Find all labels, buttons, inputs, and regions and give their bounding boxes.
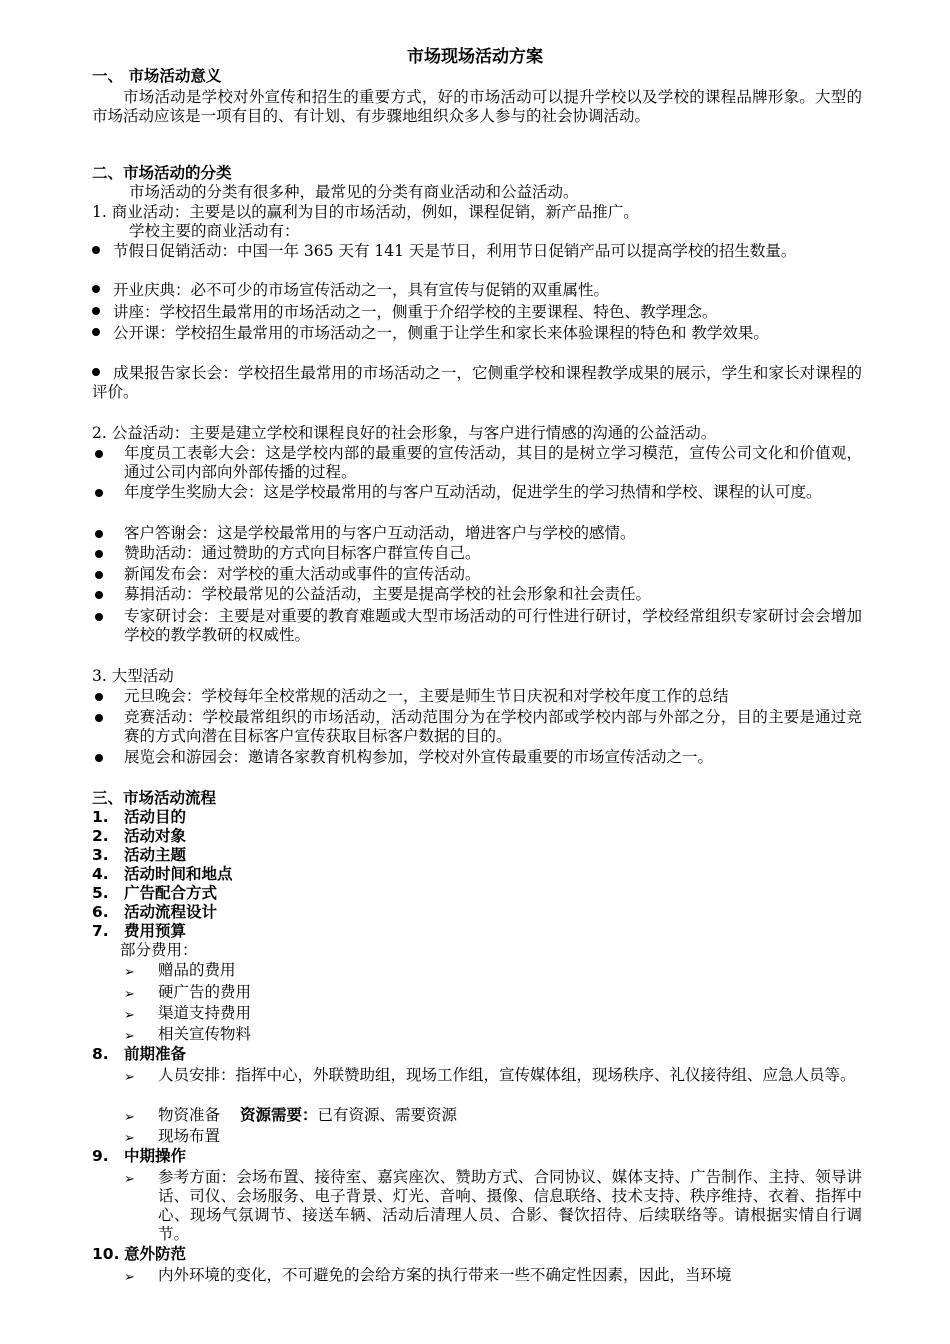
category-subheading: 学校主要的商业活动有：: [129, 222, 300, 240]
process-step: 5. 广告配合方式: [92, 884, 218, 902]
arrow-bullet-icon: ➢: [124, 965, 135, 980]
list-item: 物资准备 资源需要：已有资源、需要资源: [158, 1106, 458, 1124]
arrow-bullet-icon: ➢: [124, 1131, 135, 1146]
category-heading-3: 3. 大型活动: [92, 667, 174, 685]
list-item: 募捐活动：学校最常见的公益活动，主要是提高学校的社会形象和社会责任。: [124, 585, 652, 603]
bullet-icon: [92, 368, 100, 376]
list-item: 专家研讨会：主要是对重要的教育难题或大型市场活动的可行性进行研讨，学校经常组织专家研讨会会增加学校的教学教研的权威性。: [124, 607, 862, 644]
paragraph: 市场活动是学校对外宣传和招生的重要方式，好的市场活动可以提升学校以及学校的课程品牌形象。大型的市场活动应该是一项有目的、有计划、有步骤地组织众多人参与的社会协调活动。: [92, 88, 862, 125]
bullet-icon: [95, 571, 103, 579]
bullet-icon: [95, 754, 103, 762]
bullet-icon: [92, 307, 100, 315]
process-step: 10. 意外防范: [92, 1245, 187, 1263]
list-item: 内外环境的变化，不可避免的会给方案的执行带来一些不确定性因素，因此，当环境: [158, 1266, 732, 1284]
list-item: 年度员工表彰大会：这是学校内部的最重要的宣传活动，其目的是树立学习模范，宣传公司文化和价值观，通过公司内部向外部传播的过程。: [124, 444, 862, 481]
bullet-icon: [92, 246, 100, 254]
bullet-icon: [95, 489, 103, 497]
category-heading-2: 2. 公益活动：主要是建立学校和课程良好的社会形象，与客户进行情感的沟通的公益活动。: [92, 424, 717, 442]
list-item: 参考方面：会场布置、接待室、嘉宾座次、赞助方式、合同协议、媒体支持、广告制作、主持、领导讲话、司仪、会场服务、电子背景、灯光、音响、摄像、信息联络、技术支持、秩序维持、衣着、指挥中心、现场气氛调节、接送车辆、活动后清理人员、合影、餐饮招待、后续联络等。请根据实情自行调节。: [158, 1168, 862, 1243]
list-item: 客户答谢会：这是学校最常用的与客户互动活动，增进客户与学校的感情。: [124, 524, 636, 542]
arrow-bullet-icon: ➢: [124, 1270, 135, 1285]
section-heading-3: 三、市场活动流程: [92, 789, 217, 807]
arrow-bullet-icon: ➢: [124, 1172, 135, 1187]
document-title: 市场现场活动方案: [407, 47, 543, 67]
list-item: 节假日促销活动：中国一年 365 天有 141 天是节日，利用节日促销产品可以提高学校的招生数量。: [92, 242, 862, 261]
list-item: 现场布置: [158, 1127, 221, 1145]
arrow-bullet-icon: ➢: [124, 1008, 135, 1023]
list-item: 成果报告家长会：学校招生最常用的市场活动之一，它侧重学校和课程教学成果的展示，学生和家长对课程的评价。: [92, 364, 862, 401]
arrow-bullet-icon: ➢: [124, 1110, 135, 1125]
list-item: 开业庆典：必不可少的市场宣传活动之一，具有宣传与促销的双重属性。: [92, 281, 862, 300]
process-step: 7. 费用预算: [92, 922, 187, 940]
bullet-icon: [95, 530, 103, 538]
list-item: 新闻发布会：对学校的重大活动或事件的宣传活动。: [124, 565, 481, 583]
arrow-bullet-icon: ➢: [124, 1070, 135, 1085]
list-item: 公开课：学校招生最常用的市场活动之一，侧重于让学生和家长来体验课程的特色和 教学效果。: [92, 324, 862, 343]
arrow-bullet-icon: ➢: [124, 987, 135, 1002]
list-item: 展览会和游园会：邀请各家教育机构参加，学校对外宣传最重要的市场宣传活动之一。: [124, 748, 714, 766]
section-heading-2: 二、市场活动的分类: [92, 164, 232, 182]
list-item: 赠品的费用: [158, 961, 236, 979]
bullet-icon: [95, 450, 103, 458]
arrow-bullet-icon: ➢: [124, 1029, 135, 1044]
process-step: 3. 活动主题: [92, 846, 187, 864]
bullet-icon: [92, 285, 100, 293]
process-step: 6. 活动流程设计: [92, 903, 218, 921]
bullet-icon: [95, 714, 103, 722]
bullet-icon: [95, 550, 103, 558]
list-item: 竞赛活动：学校最常组织的市场活动，活动范围分为在学校内部或学校内部与外部之分，目的主要是通过竞赛的方式向潜在目标客户宣传获取目标客户数据的目的。: [124, 708, 862, 745]
list-item: 元旦晚会：学校每年全校常规的活动之一，主要是师生节日庆祝和对学校年度工作的总结: [124, 687, 729, 705]
list-item: 年度学生奖励大会：这是学校最常用的与客户互动活动，促进学生的学习热情和学校、课程的认可度。: [124, 483, 822, 501]
category-heading-1: 1. 商业活动：主要是以的赢利为目的市场活动，例如，课程促销，新产品推广。: [92, 203, 639, 221]
list-item: 相关宣传物料: [158, 1025, 252, 1043]
process-step: 1. 活动目的: [92, 808, 187, 826]
bullet-icon: [95, 693, 103, 701]
process-step: 8. 前期准备: [92, 1045, 187, 1063]
bullet-icon: [95, 613, 103, 621]
process-step: 4. 活动时间和地点: [92, 865, 233, 883]
list-item: 赞助活动：通过赞助的方式向目标客户群宣传自己。: [124, 544, 481, 562]
list-item: 人员安排：指挥中心，外联赞助组，现场工作组，宣传媒体组，现场秩序、礼仪接待组、应急人员等。: [158, 1066, 856, 1084]
list-item: 渠道支持费用: [158, 1004, 252, 1022]
bullet-icon: [92, 328, 100, 336]
budget-subheading: 部分费用：: [120, 941, 198, 959]
list-item: 硬广告的费用: [158, 983, 252, 1001]
paragraph: 市场活动的分类有很多种，最常见的分类有商业活动和公益活动。: [129, 183, 579, 201]
process-step: 9. 中期操作: [92, 1147, 187, 1165]
list-item: 讲座：学校招生最常用的市场活动之一，侧重于介绍学校的主要课程、特色、教学理念。: [92, 303, 862, 322]
bullet-icon: [95, 591, 103, 599]
section-heading-1: 一、 市场活动意义: [92, 67, 222, 85]
process-step: 2. 活动对象: [92, 827, 187, 845]
